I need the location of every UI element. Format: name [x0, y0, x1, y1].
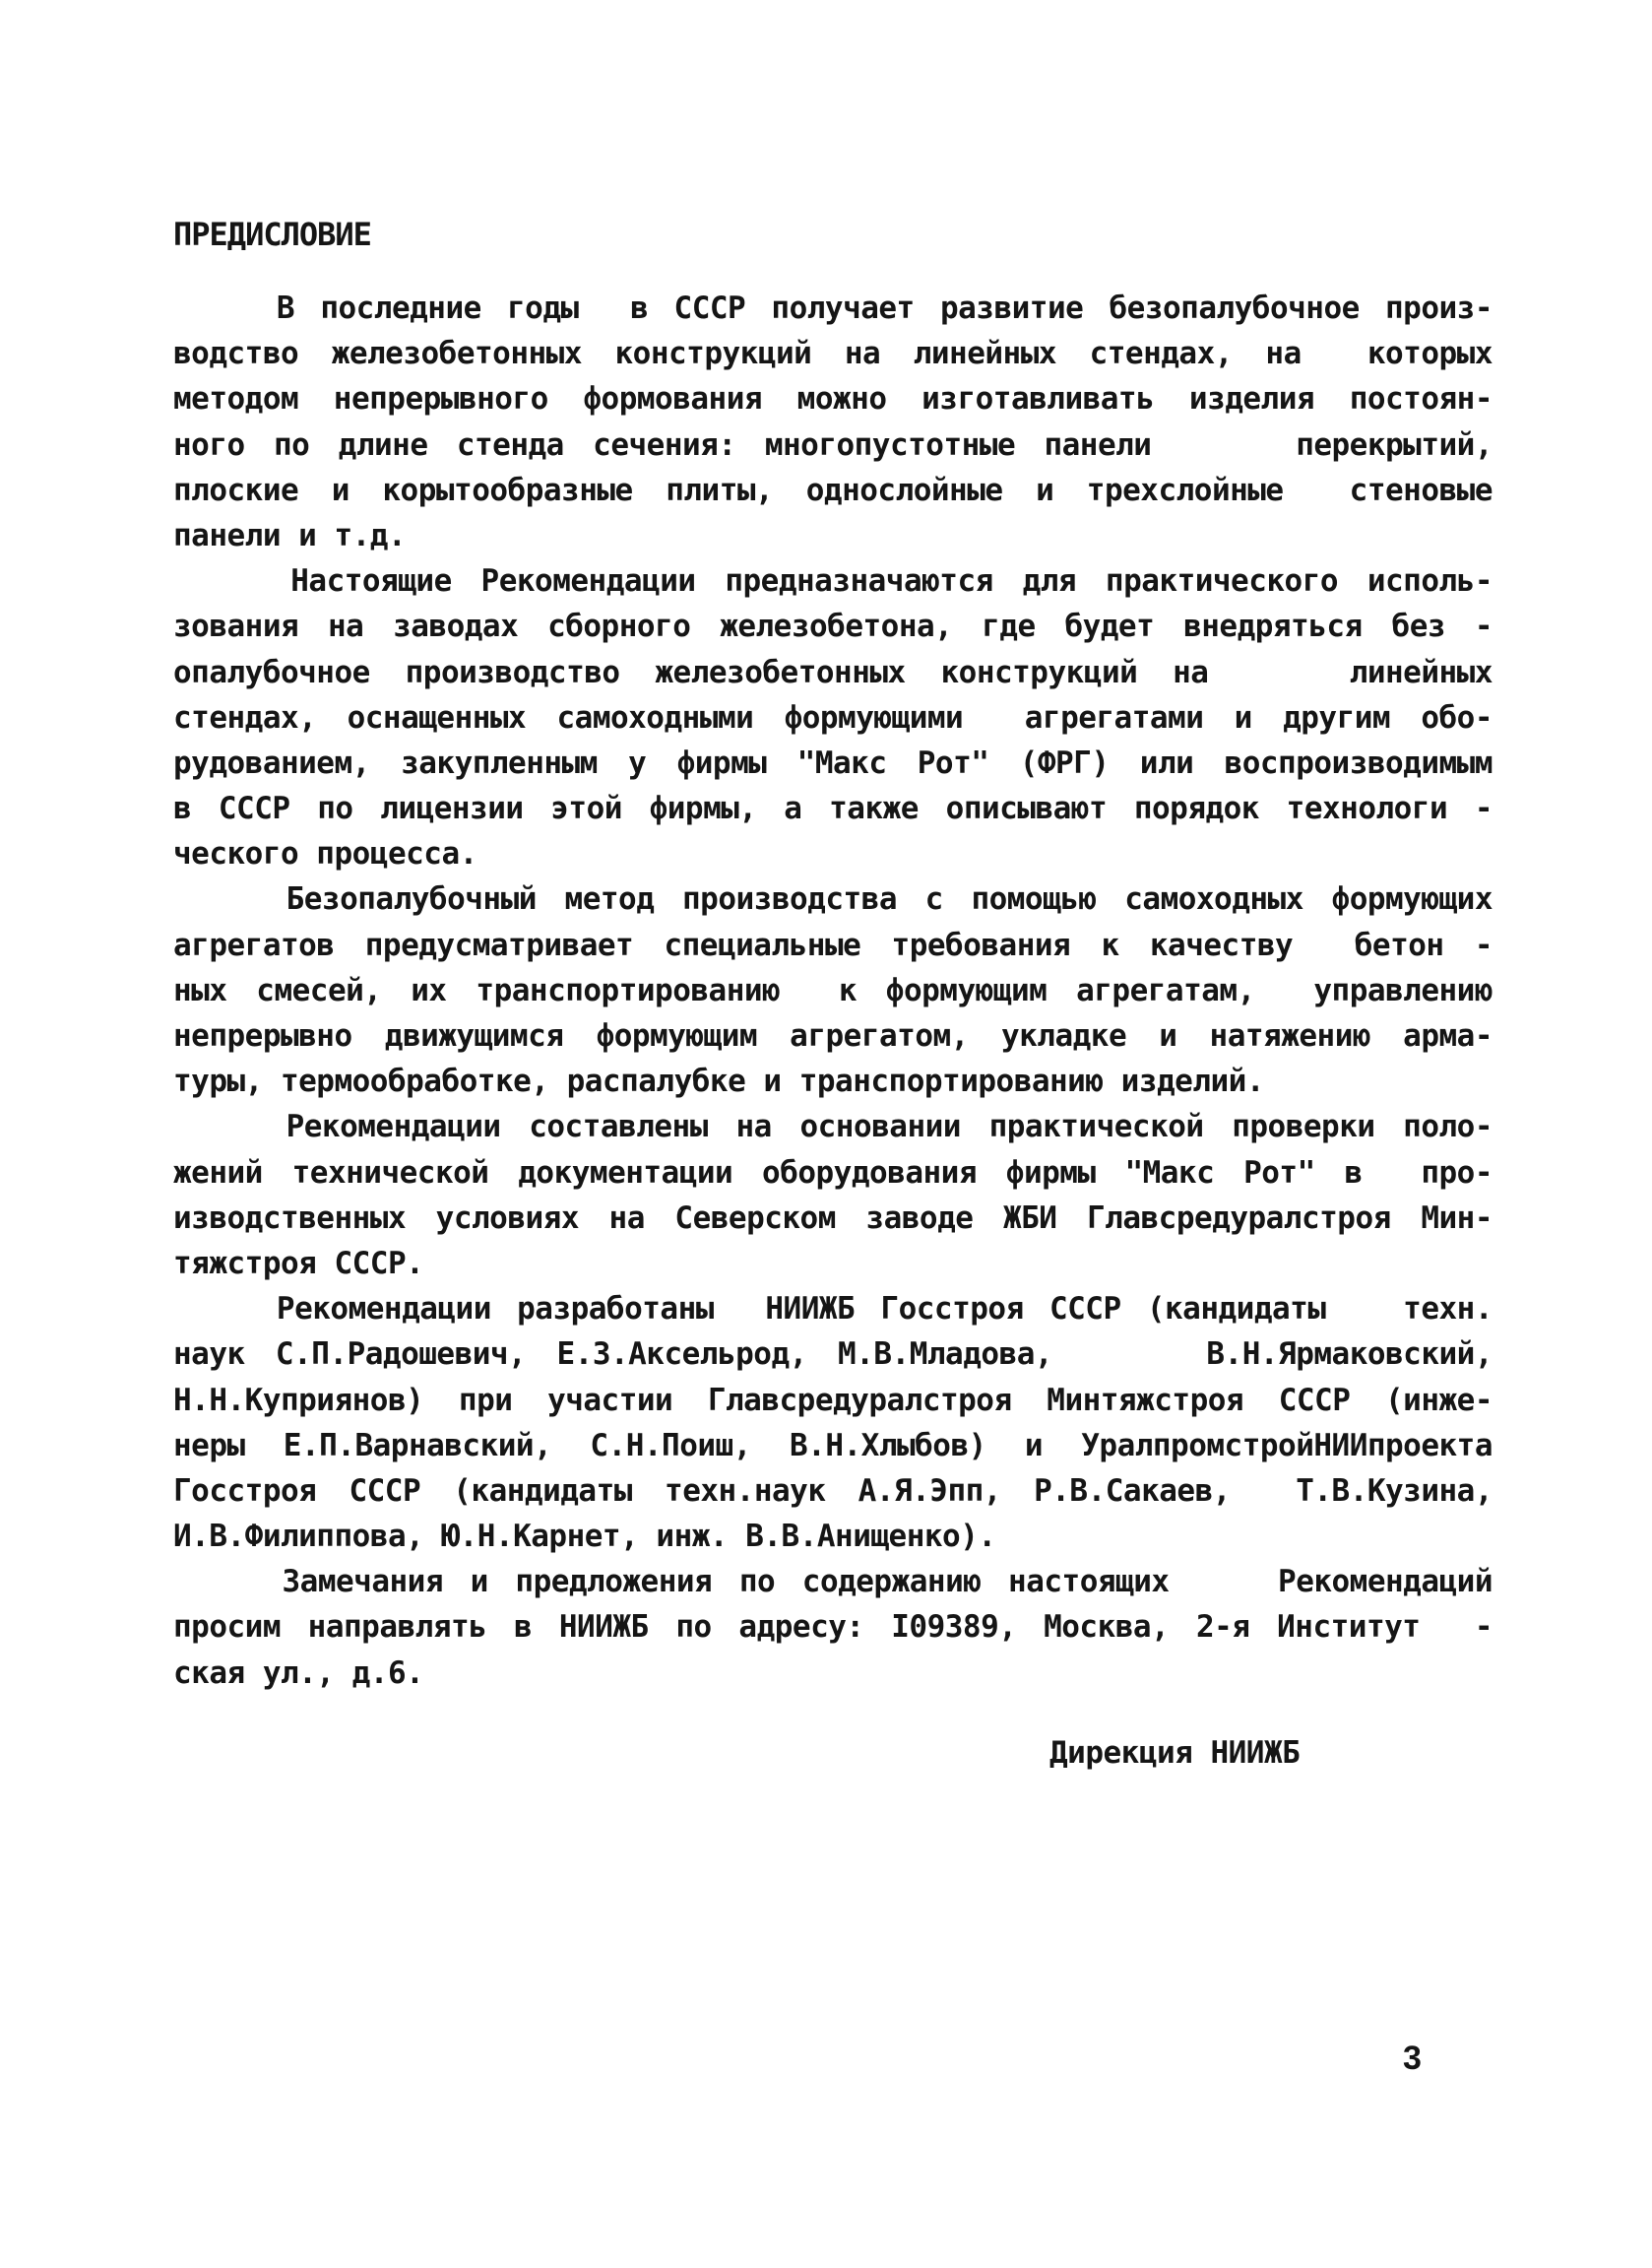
text-line: Н.Н.Куприянов) при участии Главсредуралстроя Минтяжстроя СССР (инже- — [173, 1382, 1493, 1418]
text-line: ческого процесса. — [173, 836, 477, 873]
text-line: тяжстроя СССР. — [173, 1245, 424, 1281]
text-line: И.В.Филиппова, Ю.Н.Карнет, инж. В.В.Анищенко). — [173, 1519, 996, 1555]
text-line: агрегатов предусматривает специальные требования к качеству бетон - — [173, 927, 1493, 963]
text-line: панели и т.д. — [173, 517, 407, 553]
page-number: 3 — [1403, 2040, 1422, 2077]
text-line: туры, термообработке, распалубке и транспортированию изделий. — [173, 1064, 1264, 1100]
text-line: В последние годы в СССР получает развитие безопалубочное произ- — [173, 291, 1493, 326]
text-line: рудованием, закупленным у фирмы "Макс Рот" (ФРГ) или воспроизводимым — [173, 745, 1493, 781]
text-line: методом непрерывного формования можно изготавливать изделия постоян- — [173, 381, 1493, 418]
text-line: Замечания и предложения по содержанию настоящих Рекомендаций — [173, 1564, 1493, 1600]
text-line: ных смесей, их транспортированию к формующим агрегатам, управлению — [173, 972, 1493, 1008]
text-line: водство железобетонных конструкций на линейных стендах, на которых — [173, 336, 1493, 372]
text-line: Рекомендации разработаны НИИЖБ Госстроя СССР (кандидаты техн. — [173, 1291, 1493, 1328]
text-line: наук С.П.Радошевич, Е.З.Аксельрод, М.В.Младова, В.Н.Ярмаковский, — [173, 1336, 1493, 1373]
text-line: опалубочное производство железобетонных конструкций на линейных — [173, 654, 1493, 690]
text-line: жений технической документации оборудования фирмы "Макс Рот" в про- — [173, 1154, 1493, 1191]
text-line: Безопалубочный метод производства с помощью самоходных формующих — [173, 881, 1493, 918]
text-line: просим направлять в НИИЖБ по адресу: I09389, Москва, 2-я Институт - — [173, 1609, 1493, 1646]
text-line: непрерывно движущимся формующим агрегатом, укладке и натяжению арма- — [173, 1018, 1493, 1054]
text-line: ного по длине стенда сечения: многопустотные панели перекрытий, — [173, 426, 1493, 463]
signature: Дирекция НИИЖБ — [1049, 1735, 1301, 1771]
text-line: плоские и корытообразные плиты, однослойные и трехслойные стеновые — [173, 472, 1493, 508]
page-title: ПРЕДИСЛОВИЕ — [173, 216, 371, 253]
text-line: Госстроя СССР (кандидаты техн.наук А.Я.Эпп, Р.В.Сакаев, Т.В.Кузина, — [173, 1472, 1493, 1509]
body-text — [173, 286, 1493, 1696]
text-line: неры Е.П.Варнавский, С.Н.Поиш, В.Н.Хлыбов) и УралпромстройНИИпроекта — [173, 1427, 1493, 1463]
text-line: Настоящие Рекомендации предназначаются для практического исполь- — [173, 563, 1493, 600]
text-line: изводственных условиях на Северском заводе ЖБИ Главсредуралстроя Мин- — [173, 1199, 1493, 1236]
text-line: в СССР по лицензии этой фирмы, а также описывают порядок технологи - — [173, 791, 1493, 827]
text-line: зования на заводах сборного железобетона, где будет внедряться без - — [173, 609, 1493, 645]
text-line: ская ул., д.6. — [173, 1654, 424, 1691]
text-line: стендах, оснащенных самоходными формующими агрегатами и другим обо- — [173, 699, 1493, 736]
text-line: Рекомендации составлены на основании практической проверки поло- — [173, 1109, 1493, 1145]
